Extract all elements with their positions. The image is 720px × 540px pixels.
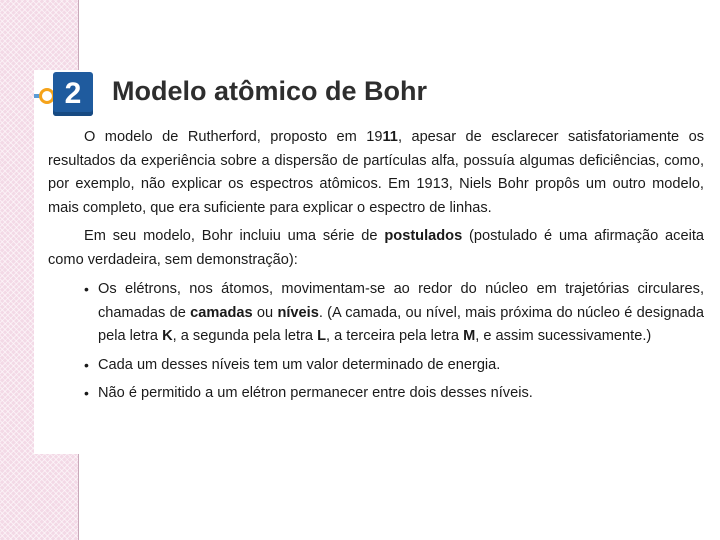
bullet-icon: • (84, 281, 89, 297)
list-item-text: , a terceira pela letra (325, 328, 464, 344)
list-item-emphasis: K (162, 328, 173, 344)
list-item (48, 354, 704, 378)
list-item-emphasis: M (463, 328, 476, 344)
list-item-text: . (A camada, ou nível, mais próxima do núcleo é designada pela letra (98, 304, 705, 344)
body-text (48, 126, 704, 411)
list-item-emphasis: camadas (190, 304, 253, 321)
list-item (48, 382, 704, 406)
bullet-icon: • (84, 385, 89, 401)
list-item (48, 278, 704, 349)
paragraph-intro (48, 126, 704, 220)
paragraph-text: Em seu modelo, Bohr incluiu uma série de (84, 228, 385, 244)
paragraph-emphasis: 11 (382, 129, 398, 145)
list-item-text: , a segunda pela letra (172, 328, 318, 344)
paragraph-postulates (48, 225, 704, 272)
postulates-list (48, 278, 704, 406)
section-number-badge: 2 (53, 72, 93, 116)
paragraph-emphasis: postulados (384, 228, 463, 244)
paragraph-text: (postulado é uma afirmação aceita como verdadeira, sem demonstração): (48, 228, 705, 268)
list-item-text: , e assim sucessivamente.) (475, 328, 652, 344)
section-title: Modelo atômico de Bohr (112, 76, 428, 106)
list-item-emphasis: L (317, 328, 326, 344)
bullet-icon: • (84, 356, 89, 373)
list-item-emphasis: níveis (277, 304, 319, 321)
list-item-text: Os elétrons, nos átomos, movimentam-se ao redor do núcleo em trajetórias circulares, chamadas de (98, 281, 704, 321)
list-item-text: ou (252, 304, 278, 321)
list-item-text: Não é permitido a um elétron permanecer entre dois desses níveis. (98, 385, 533, 401)
paragraph-text: , apesar de esclarecer satisfatoriamente os resultados da experiência sobre a dispersão de partículas alfa, possuía algumas deficiências, como, por exemplo, não explicar os espectros atômicos. Em 1913, Niels Bohr propôs um outro modelo, mais completo, que era suficiente para explicar o espectro de linhas. (48, 129, 704, 216)
list-item-text: Cada um desses níveis tem um valor determinado de energia. (98, 356, 501, 373)
paragraph-text: O modelo de Rutherford, proposto em 19 (84, 129, 383, 145)
